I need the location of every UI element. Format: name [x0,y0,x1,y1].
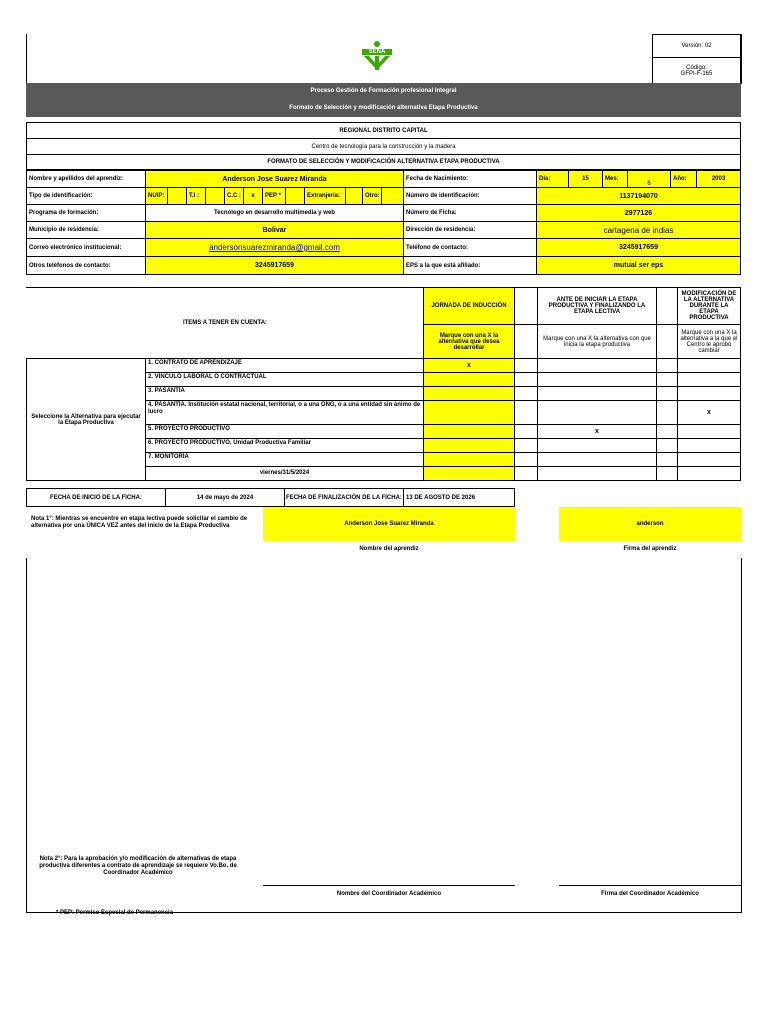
eps-field[interactable]: mutual ser eps [536,256,741,275]
pep-box[interactable] [285,187,305,205]
title-format: Formato de Selección y modificación alternativa Etapa Productiva [289,105,478,111]
sena-logo-text: SENA [368,49,386,55]
col-gap2-header [656,287,678,325]
year-label: Año: [670,170,697,188]
modify-mark-cell[interactable]: x [677,400,741,425]
title-process: Proceso Gestión de Formación profesional Integral [310,88,457,94]
apprentice-sign-field[interactable]: anderson [559,507,741,541]
coordinator-name-label: Nombre del Coordinador Académico [336,891,442,897]
title-bar [26,83,741,117]
cc-box[interactable]: x [243,187,263,205]
id-number-label: Número de identificación: [403,187,537,205]
email-link[interactable]: andersonsuarezmiranda@gmail.com [209,243,340,252]
gap-cell [656,466,678,481]
nuip-box[interactable] [167,187,187,205]
start-date-field[interactable]: 14 de mayo de 2024 [165,488,285,507]
extranjeria-option[interactable]: Extranjería: [304,187,346,205]
start-mark-cell[interactable] [537,358,657,373]
induction-mark-cell[interactable] [423,400,515,425]
induction-mark-cell[interactable] [423,372,515,387]
year-field[interactable]: 2003 [696,170,741,188]
gap-cell [514,400,538,425]
address-field[interactable]: cartagena de indias [536,221,741,239]
phone-field[interactable]: 3245917659 [536,238,741,257]
gap-cell [514,372,538,387]
format-title-row: FORMATO DE SELECCIÓN Y MODIFICACIÓN ALTERNATIVA ETAPA PRODUCTIVA [26,154,741,170]
email-field[interactable] [145,238,404,257]
gap-cell [656,424,678,439]
col-start-sub: Marque con una X la alternativa con que inicia la etapa productiva [537,324,657,359]
month-field[interactable] [627,170,671,188]
name-label: Nombre y apellidos del aprendiz: [26,170,146,188]
start-mark-cell[interactable] [537,400,657,425]
alternative-item-label: 4. PASANTÍA. Institución estatal nacional, territorial, o a una ONG, o a una entidad sin ánimo de lucro [145,400,424,425]
version-text: Versión: 02 [681,43,712,49]
col-gap2-sub [656,324,678,359]
phone-label: Teléfono de contacto: [403,238,537,257]
id-number-field[interactable]: 1137194070 [536,187,741,205]
sena-logo-icon [358,40,396,72]
gap-cell [514,452,538,467]
gap-cell [656,438,678,453]
otro-option[interactable]: Otro: [362,187,382,205]
center-row: Centro de tecnología para la construcción y la madera [26,138,741,155]
alternative-item-label: 2. VINCULO LABORAL O CONTRACTUAL [145,372,424,387]
apprentice-sign-label: Firma del aprendiz [623,546,677,552]
col-gap1-sub [514,324,538,359]
modify-mark-cell[interactable] [677,372,741,387]
items-label: ITEMS A TENER EN CUENTA: [182,320,268,326]
gap-cell [514,424,538,439]
start-date-label: FECHA DE INICIO DE LA FICHA: [26,488,166,507]
ti-box[interactable] [205,187,225,205]
end-date-label: FECHA DE FINALIZACIÓN DE LA FICHA: [284,488,404,507]
alternative-item-label: 1. CONTRATO DE APRENDIZAJE [145,358,424,373]
gap-cell [656,358,678,373]
col-modify-sub: Marque con una X la alternativa a la que el Centro le aprobó cambiar [677,324,741,359]
note-1: Nota 1°: Mientras se encuentre en etapa lectiva puede solicitar el cambio de alternativa por una ÚNICA VEZ antes del inicio de la Etapa Productiva [31,516,248,529]
col-start-header: ANTE DE INICIAR LA ETAPA PRODUCTIVA Y FINALIZANDO LA ETAPA LECTIVA [537,287,657,325]
induction-mark-cell[interactable]: x [423,358,515,373]
start-mark-cell[interactable] [537,438,657,453]
alternative-item-label: 6. PROYECTO PRODUCTIVO. Unidad Productiva Familiar [145,438,424,453]
municipality-field[interactable]: Bolivar [145,221,404,239]
other-phones-field[interactable]: 3245917659 [145,256,404,275]
gap-cell [514,386,538,401]
nuip-option[interactable]: NUIP: [145,187,168,205]
gap-cell [514,358,538,373]
col-induction-sub: Marque con una X la alternativa que desea desarrollar [423,324,515,359]
code-label: Código: [686,64,707,71]
ti-option[interactable]: T.I : [186,187,206,205]
program-label: Programa de formación: [26,204,146,222]
induction-mark-cell[interactable] [423,466,515,481]
pep-footnote: * PEP: Permiso Especial de Permanencia [56,910,174,916]
modify-mark-cell[interactable] [677,452,741,467]
sena-logo [358,40,396,72]
program-field[interactable]: Tecnólogo en desarrollo multimedia y web [145,204,404,222]
modify-mark-cell[interactable] [677,466,741,481]
eps-label: EPS a la que está afiliado: [403,256,537,275]
col-modify-header: MODIFICACIÓN DE LA ALTERNATIVA DURANTE LA ETAPA PRODUCTIVA [677,287,741,325]
day-field[interactable]: 15 [568,170,603,188]
induction-mark-cell[interactable] [423,452,515,467]
start-mark-cell[interactable] [537,466,657,481]
gap-cell [656,400,678,425]
code-box [652,57,741,84]
induction-mark-cell[interactable] [423,438,515,453]
select-alternative-label: Seleccione la Alternativa para ejecutar la Etapa Productiva [26,358,146,481]
gap-cell [656,386,678,401]
alternative-item-label: 7. MONITORÍA [145,452,424,467]
gap-cell [656,372,678,387]
month-value: 6 [647,181,651,187]
version-box [652,34,741,58]
ficha-field[interactable]: 2977126 [536,204,741,222]
municipality-label: Municipio de residencia: [26,221,146,239]
extranjeria-box[interactable] [345,187,363,205]
start-mark-cell[interactable] [537,372,657,387]
coordinator-sign-label: Firma del Coordinador Académico [601,891,699,897]
col-gap1-header [514,287,538,325]
gap-cell [514,438,538,453]
modify-mark-cell[interactable] [677,386,741,401]
gap-cell [514,466,538,481]
induction-mark-cell[interactable] [423,424,515,439]
end-date-field[interactable]: 13 DE AGOSTO DE 2026 [403,488,515,507]
pep-option[interactable]: PEP * [262,187,286,205]
month-label: Mes: [602,170,628,188]
other-phones-label: Otros teléfonos de contacto: [26,256,146,275]
email-label: Correo electrónico institucional: [26,238,146,257]
col-induction-header: JORNADA DE INDUCCIÓN [423,287,515,325]
apprentice-name-field[interactable]: Anderson Jose Suarez Miranda [263,507,515,541]
induction-mark-cell[interactable] [423,386,515,401]
note-2: Nota 2°: Para la aprobación y/o modificación de alternativas de etapa productiva diferentes a contrato de aprendizaje se requiere Vo.Bo. de Coordinador Académico [39,856,237,876]
name-field[interactable]: Anderson Jose Suarez Miranda [145,170,404,188]
regional-row: REGIONAL DISTRITO CAPITAL [26,122,741,139]
start-mark-cell[interactable]: x [537,424,657,439]
gap-cell [656,452,678,467]
alternative-item-label: 5. PROYECTO PRODUCTIVO [145,424,424,439]
modify-mark-cell[interactable] [677,438,741,453]
otro-box[interactable] [381,187,404,205]
birth-label: Fecha de Nacimiento: [403,170,537,188]
address-label: Dirección de residencia: [403,221,537,239]
code-value: GFPI-F-165 [680,70,713,77]
date-row-label: viernes/31/5/2024 [145,466,424,481]
start-mark-cell[interactable] [537,452,657,467]
ficha-label: Número de Ficha: [403,204,537,222]
day-label: Día: [536,170,569,188]
cc-option[interactable]: C.C : [224,187,244,205]
start-mark-cell[interactable] [537,386,657,401]
modify-mark-cell[interactable] [677,358,741,373]
apprentice-name-label: Nombre del aprendiz [359,546,419,552]
id-type-label: Tipo de identificación: [26,187,146,205]
alternative-item-label: 3. PASANTÍA [145,386,424,401]
modify-mark-cell[interactable] [677,424,741,439]
